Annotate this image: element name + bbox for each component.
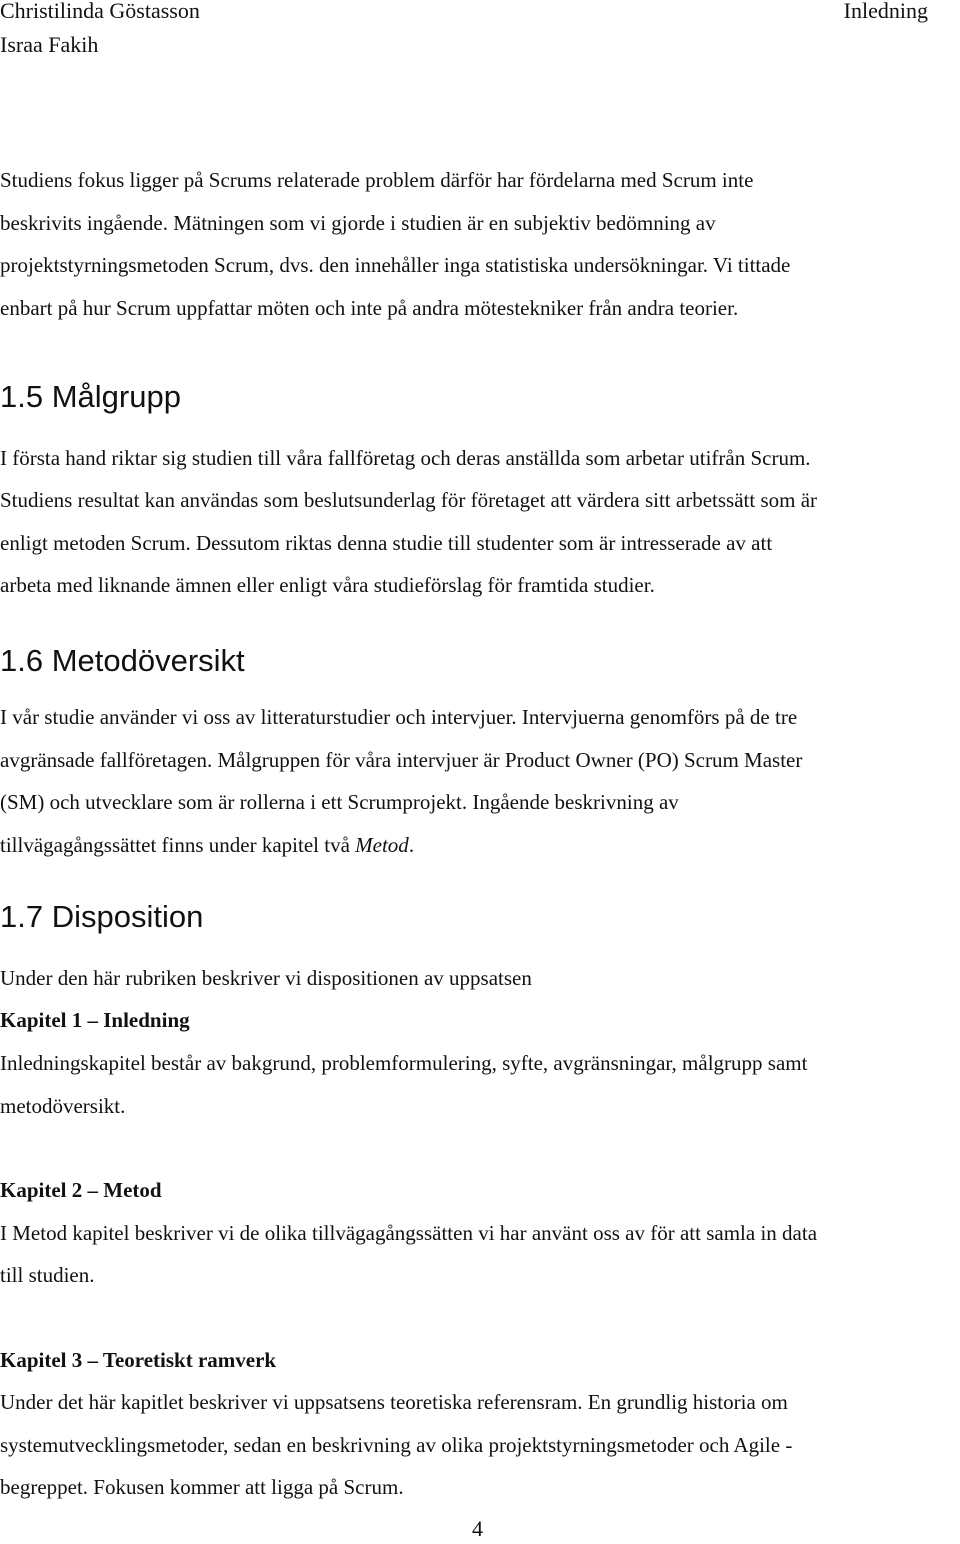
chapter-title: Kapitel 2 – Metod (0, 1178, 162, 1202)
page-number: 4 (472, 1516, 483, 1541)
text-line: beskrivits ingående. Mätningen som vi gjorde i studien är en subjektiv bedömning av (0, 211, 716, 235)
text-line: arbeta med liknande ämnen eller enligt våra studieförslag för framtida studier. (0, 573, 655, 597)
text-span: . (408, 833, 415, 857)
text-line: enbart på hur Scrum uppfattar möten och inte på andra mötestekniker från andra teorier. (0, 296, 739, 320)
disposition-intro: Under den här rubriken beskriver vi dispositionen av uppsatsen (0, 966, 532, 990)
text-line: systemutvecklingsmetoder, sedan en beskrivning av olika projektstyrningsmetoder och Agile - (0, 1433, 793, 1457)
section-heading-malgrupp: 1.5 Målgrupp (0, 379, 181, 414)
text-line: (SM) och utvecklare som är rollerna i ett Scrumprojekt. Ingående beskrivning av (0, 790, 679, 814)
text-line: I vår studie använder vi oss av litteraturstudier och intervjuer. Intervjuerna genomförs på de tre (0, 705, 798, 729)
chapter-title: Kapitel 1 – Inledning (0, 1008, 190, 1032)
text-line: enligt metoden Scrum. Dessutom riktas denna studie till studenter som är intresserade av att (0, 531, 773, 555)
text-line: Inledningskapitel består av bakgrund, problemformulering, syfte, avgränsningar, målgrupp samt (0, 1051, 808, 1075)
header-authors (0, 0, 200, 62)
text-line: Studiens fokus ligger på Scrums relaterade problem därför har fördelarna med Scrum inte (0, 168, 754, 192)
text-span: tillvägagångssättet finns under kapitel två (0, 833, 356, 857)
chapter-title: Kapitel 3 – Teoretiskt ramverk (0, 1348, 277, 1372)
text-line: Under det här kapitlet beskriver vi uppsatsens teoretiska referensram. En grundlig historia om (0, 1390, 788, 1414)
header-chapter-title: Inledning (843, 0, 928, 23)
italic-chapter-reference: Metod (355, 833, 409, 857)
text-line: Studiens resultat kan användas som beslutsunderlag för företaget att värdera sitt arbetssätt som är (0, 488, 818, 512)
section-heading-metodoversikt: 1.6 Metodöversikt (0, 643, 245, 678)
section-heading-disposition: 1.7 Disposition (0, 899, 204, 934)
text-line: till studien. (0, 1263, 95, 1287)
text-line (0, 824, 960, 867)
text-line: metodöversikt. (0, 1094, 126, 1118)
text-line: begreppet. Fokusen kommer att ligga på Scrum. (0, 1475, 404, 1499)
text-line: I första hand riktar sig studien till våra fallföretag och deras anställda som arbetar utifrån Scrum. (0, 446, 811, 470)
text-line: projektstyrningsmetoden Scrum, dvs. den innehåller inga statistiska undersökningar. Vi tittade (0, 253, 791, 277)
text-line: I Metod kapitel beskriver vi de olika tillvägagångssätten vi har använt oss av för att samla in data (0, 1221, 818, 1245)
author-name: Christilinda Göstasson (0, 0, 200, 23)
author-name: Israa Fakih (0, 32, 99, 57)
text-line: avgränsade fallföretagen. Målgruppen för våra intervjuer är Product Owner (PO) Scrum Master (0, 748, 803, 772)
